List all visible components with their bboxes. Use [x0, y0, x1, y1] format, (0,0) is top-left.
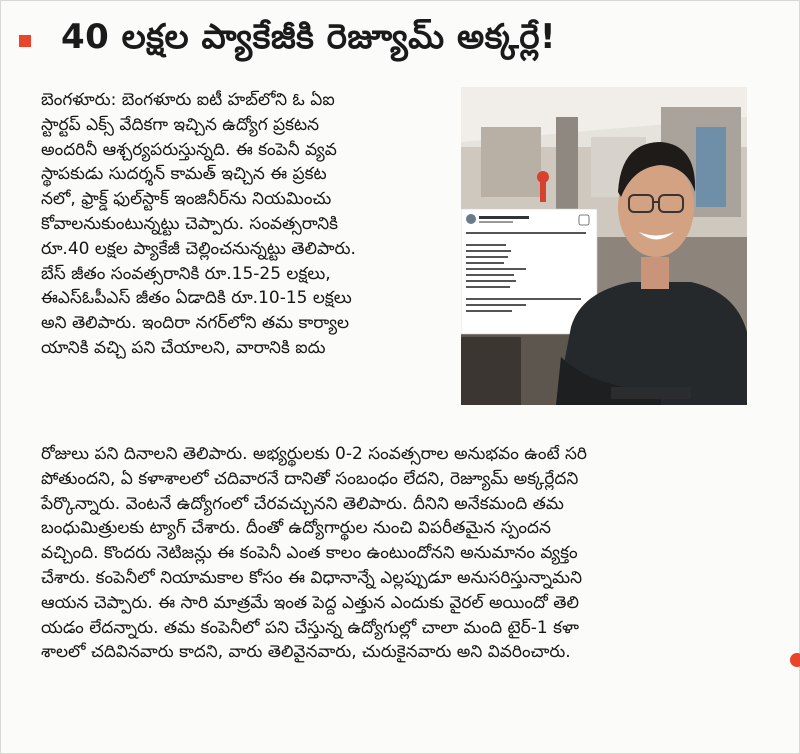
article-line: రూ.40 లక్షల ప్యాకేజీ చెల్లించనున్నట్టు తెలిపారు.: [41, 238, 356, 259]
article-line: బేస్ జీతం సంవత్సరానికి రూ.15-25 లక్షలు,: [41, 263, 331, 284]
article-line: ఈఎస్‌ఓపీఎస్ జీతం ఏడాదికి రూ.10-15 లక్షలు: [41, 288, 352, 309]
article-line: పోతుందని, ఏ కళాశాలలో చదివారనే దానితో సంబంధం లేదని, రెజ్యూమ్ అక్కర్లేదని: [41, 468, 579, 489]
edge-marker-dot: [790, 653, 800, 667]
headline-title: 40 లక్షల ప్యాకేజీకి రెజ్యూమ్ అక్కర్లే!: [61, 17, 557, 57]
article-line: యానికి వచ్చి పని చేయాలని, వారానికి ఐదు: [41, 337, 326, 358]
article-line: అందరినీ ఆశ్చర్యపరుస్తున్నది. ఈ కంపెనీ వ్యవ: [41, 139, 337, 160]
article-photo: [461, 87, 747, 405]
article-line: బంధుమిత్రులకు ట్యాగ్ చేశారు. దీంతో ఉద్యోగార్థుల నుంచి విపరీతమైన స్పందన: [41, 518, 551, 539]
article-line: స్టార్టప్ ఎక్స్ వేదికగా ఇచ్చిన ఉద్యోగ ప్రకటన: [41, 114, 320, 135]
article-line: పేర్కొన్నారు. వెంటనే ఉద్యోగంలో చేరవచ్చునని తెలిపారు. దీనిని అనేకమంది తమ: [41, 493, 564, 514]
article-line: రోజులు పని దినాలని తెలిపారు. అభ్యర్థులకు 0-2 సంవత్సరాల అనుభవం ఉంటే సరి: [41, 444, 588, 464]
article-line: అని తెలిపారు. ఇందిరా నగర్‌లోని తమ కార్యాల: [41, 313, 350, 334]
article-line: యడం లేదన్నారు. తమ కంపెనీలో పని చేస్తున్న ఉద్యోగుల్లో చాలా మంది టైర్-1 కళా: [41, 617, 579, 638]
article-line: నలో, ఫ్రాక్డ్ ఫుల్‌స్టాక్ ఇంజినీర్‌ను నియమించు: [41, 189, 332, 210]
article-line: వచ్చింది. కొందరు నెటిజన్లు ఈ కంపెనీ ఎంత కాలం ఉంటుందోనని అనుమానం వ్యక్తం: [41, 543, 578, 564]
article-line: కోవాలనుకుంటున్నట్టు చెప్పారు. సంవత్సరానికి: [41, 213, 338, 234]
article-line: బెంగళూరు: బెంగళూరు ఐటీ హబ్‌లోని ఓ ఏఐ: [41, 90, 335, 110]
office-photo-illustration: [461, 87, 747, 405]
headline-bullet: [19, 35, 31, 47]
headline-row: [19, 17, 556, 65]
article-line: ఆయన చెప్పారు. ఈ సారి మాత్రమే ఇంత పెద్ద ఎత్తున ఎందుకు వైరల్ అయిందో తెలి: [41, 592, 579, 613]
article-text-narrow-column: [41, 88, 451, 361]
article-line: స్థాపకుడు సుదర్శన్ కామత్ ఇచ్చిన ఈ ప్రకట: [41, 164, 327, 185]
article-text-wide-column: [41, 442, 761, 665]
article-line: శాలలో చదివినవారు కాదని, వారు తెలివైనవారు, చురుకైనవారు అని వివరించారు.: [41, 642, 571, 663]
article-line: చేశారు. కంపెనీలో నియామకాల కోసం ఈ విధానాన్నే ఎల్లప్పుడూ అనుసరిస్తున్నామని: [41, 567, 583, 588]
